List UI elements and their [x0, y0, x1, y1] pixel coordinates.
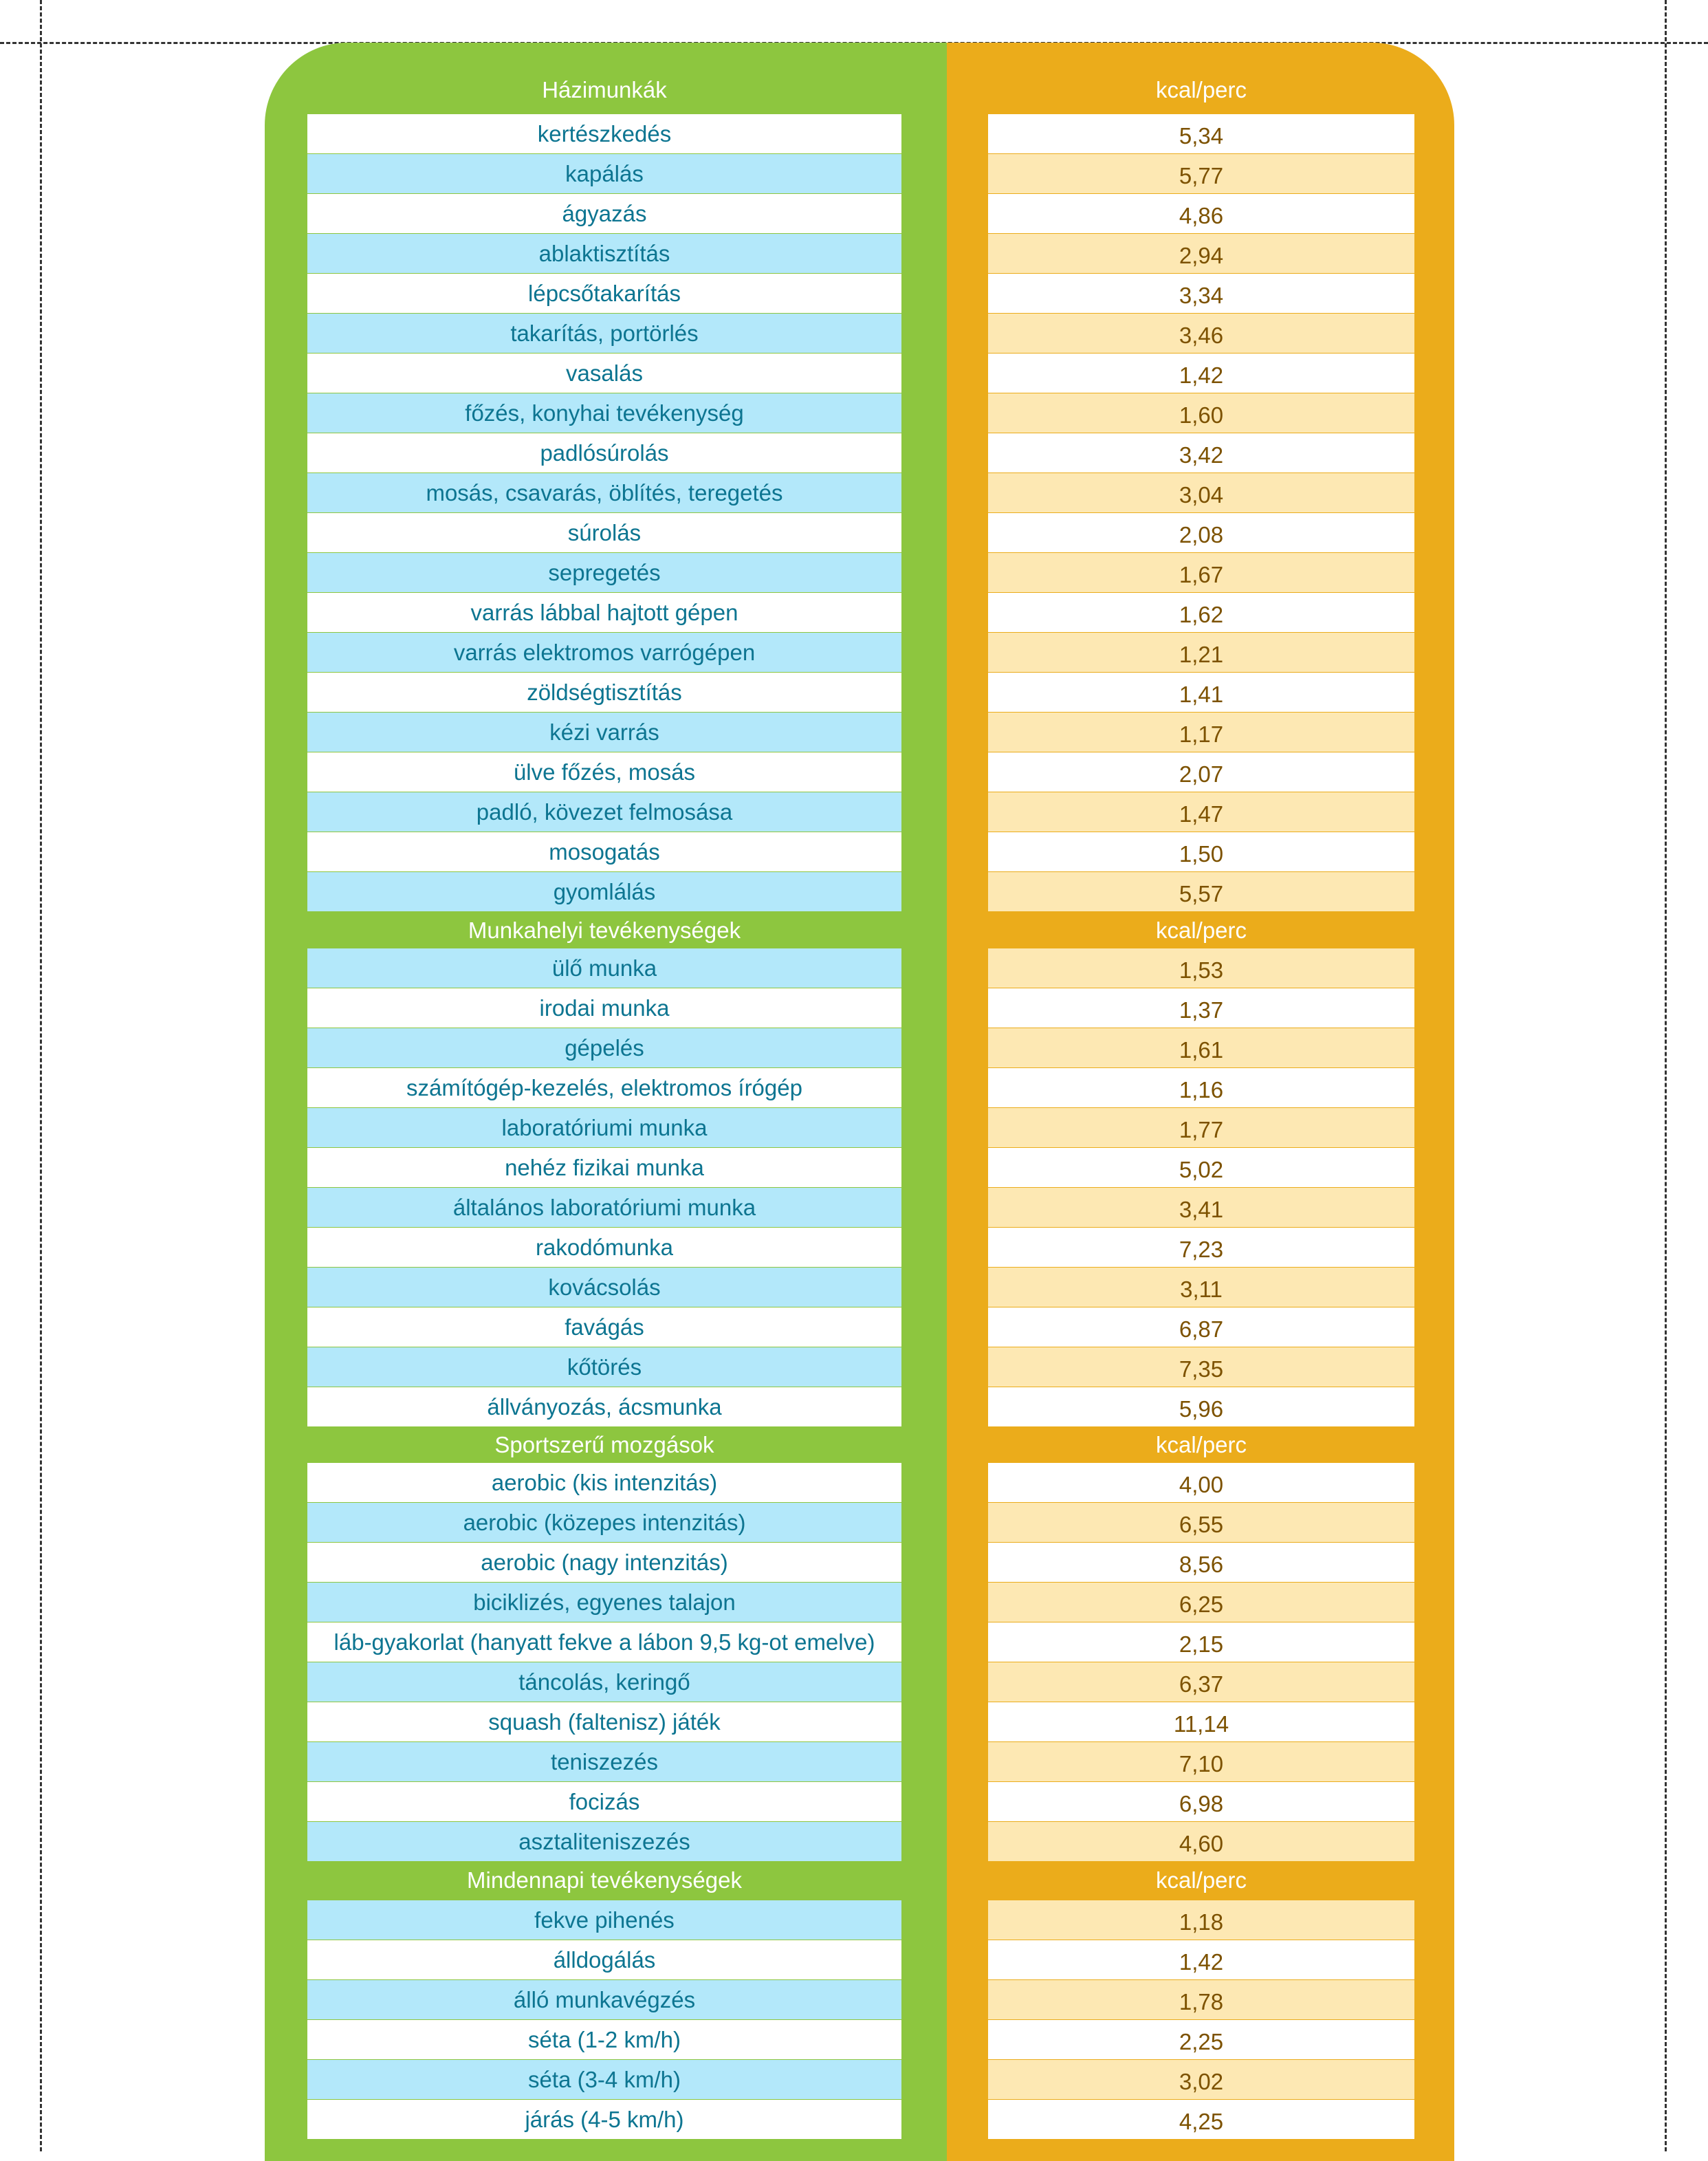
kcal-cell: 1,21	[988, 633, 1414, 672]
kcal-cell: 1,47	[988, 792, 1414, 832]
kcal-cell: 3,34	[988, 274, 1414, 313]
activity-cell: kertészkedés	[307, 114, 901, 153]
activity-cell: számítógép-kezelés, elektromos írógép	[307, 1068, 901, 1107]
activity-cell: mosás, csavarás, öblítés, teregetés	[307, 473, 901, 512]
kcal-cell: 7,23	[988, 1228, 1414, 1267]
kcal-cell: 2,07	[988, 752, 1414, 792]
kcal-cell: 1,60	[988, 393, 1414, 433]
section-header-activity: Sportszerű mozgások	[494, 1432, 714, 1457]
kcal-cell: 1,50	[988, 832, 1414, 871]
activity-cell: padlósúrolás	[307, 433, 901, 473]
activity-cell: álló munkavégzés	[307, 1980, 901, 2019]
kcal-cell: 6,87	[988, 1307, 1414, 1347]
kcal-cell: 5,02	[988, 1148, 1414, 1187]
activity-cell: gyomlálás	[307, 872, 901, 911]
activity-cell: táncolás, keringő	[307, 1662, 901, 1702]
kcal-cell: 7,10	[988, 1742, 1414, 1781]
activity-cell: varrás lábbal hajtott gépen	[307, 593, 901, 632]
kcal-cell: 5,57	[988, 872, 1414, 911]
activity-cell: ülő munka	[307, 948, 901, 988]
activity-cell: focizás	[307, 1782, 901, 1821]
kcal-cell: 5,77	[988, 154, 1414, 193]
kcal-cell: 4,00	[988, 1463, 1414, 1502]
activity-cell: vasalás	[307, 354, 901, 393]
activity-cell: padló, kövezet felmosása	[307, 792, 901, 832]
kcal-cell: 3,46	[988, 314, 1414, 353]
kcal-cell: 3,41	[988, 1188, 1414, 1227]
kcal-cell: 1,37	[988, 988, 1414, 1028]
activity-cell: irodai munka	[307, 988, 901, 1028]
kcal-cell: 1,78	[988, 1980, 1414, 2019]
activity-cell: biciklizés, egyenes talajon	[307, 1583, 901, 1622]
kcal-cell: 1,18	[988, 1900, 1414, 1940]
activity-cell: állványozás, ácsmunka	[307, 1387, 901, 1426]
activity-cell: squash (faltenisz) játék	[307, 1702, 901, 1741]
kcal-cell: 6,37	[988, 1662, 1414, 1702]
activity-cell: kézi varrás	[307, 713, 901, 752]
section-header-unit: kcal/perc	[1155, 917, 1247, 943]
kcal-cell: 8,56	[988, 1543, 1414, 1582]
section-header-activity: Munkahelyi tevékenységek	[468, 917, 741, 943]
activity-cell: teniszezés	[307, 1742, 901, 1781]
activity-cell: laboratóriumi munka	[307, 1108, 901, 1147]
section-header-unit: kcal/perc	[1155, 77, 1247, 102]
activity-cell: asztaliteniszezés	[307, 1822, 901, 1861]
activity-cell: ablaktisztítás	[307, 234, 901, 273]
activity-cell: álldogálás	[307, 1940, 901, 1979]
kcal-cell: 3,02	[988, 2060, 1414, 2099]
activity-cell: rakodómunka	[307, 1228, 901, 1267]
activity-cell: sepregetés	[307, 553, 901, 592]
activity-cell: járás (4-5 km/h)	[307, 2100, 901, 2139]
section-header-activity: Mindennapi tevékenységek	[467, 1867, 742, 1893]
kcal-cell: 4,86	[988, 194, 1414, 233]
kcal-cell: 6,25	[988, 1583, 1414, 1622]
activity-cell: kapálás	[307, 154, 901, 193]
kcal-cell: 1,41	[988, 673, 1414, 712]
kcal-cell: 6,55	[988, 1503, 1414, 1542]
kcal-cell: 3,42	[988, 433, 1414, 473]
kcal-cell: 1,42	[988, 354, 1414, 393]
activity-cell: aerobic (kis intenzitás)	[307, 1463, 901, 1502]
kcal-cell: 1,67	[988, 553, 1414, 592]
kcal-cell: 2,15	[988, 1622, 1414, 1662]
activity-cell: fekve pihenés	[307, 1900, 901, 1940]
activity-cell: főzés, konyhai tevékenység	[307, 393, 901, 433]
activity-cell: mosogatás	[307, 832, 901, 871]
section-header-activity: Házimunkák	[542, 77, 667, 102]
kcal-cell: 1,53	[988, 948, 1414, 988]
activity-cell: nehéz fizikai munka	[307, 1148, 901, 1187]
kcal-cell: 7,35	[988, 1347, 1414, 1387]
kcal-cell: 3,11	[988, 1268, 1414, 1307]
activity-cell: kőtörés	[307, 1347, 901, 1387]
kcal-cell: 1,62	[988, 593, 1414, 632]
activity-cell: takarítás, portörlés	[307, 314, 901, 353]
activity-cell: aerobic (közepes intenzitás)	[307, 1503, 901, 1542]
activity-cell: súrolás	[307, 513, 901, 552]
kcal-cell: 1,17	[988, 713, 1414, 752]
kcal-cell: 5,96	[988, 1387, 1414, 1426]
kcal-cell: 5,34	[988, 114, 1414, 153]
activity-cell: favágás	[307, 1307, 901, 1347]
cut-line-right	[1665, 0, 1667, 2151]
activity-cell: lépcsőtakarítás	[307, 274, 901, 313]
kcal-cell: 1,77	[988, 1108, 1414, 1147]
activity-cell: ülve főzés, mosás	[307, 752, 901, 792]
activity-cell: aerobic (nagy intenzitás)	[307, 1543, 901, 1582]
kcal-cell: 6,98	[988, 1782, 1414, 1821]
activity-cell: kovácsolás	[307, 1268, 901, 1307]
activity-cell: láb-gyakorlat (hanyatt fekve a lábon 9,5 kg-ot emelve)	[307, 1622, 901, 1662]
kcal-cell: 2,08	[988, 513, 1414, 552]
kcal-cell: 1,42	[988, 1940, 1414, 1979]
kcal-cell: 1,16	[988, 1068, 1414, 1107]
kcal-cell: 2,94	[988, 234, 1414, 273]
kcal-cell: 2,25	[988, 2020, 1414, 2059]
cut-line-left	[40, 0, 42, 2151]
activity-cell: séta (3-4 km/h)	[307, 2060, 901, 2099]
activity-cell: varrás elektromos varrógépen	[307, 633, 901, 672]
activity-cell: séta (1-2 km/h)	[307, 2020, 901, 2059]
kcal-cell: 3,04	[988, 473, 1414, 512]
kcal-cell: 4,25	[988, 2100, 1414, 2139]
kcal-cell: 4,60	[988, 1822, 1414, 1861]
section-header-unit: kcal/perc	[1155, 1867, 1247, 1893]
kcal-cell: 11,14	[988, 1702, 1414, 1741]
activity-cell: ágyazás	[307, 194, 901, 233]
section-header-unit: kcal/perc	[1155, 1432, 1247, 1457]
kcal-cell: 1,61	[988, 1028, 1414, 1067]
activity-cell: zöldségtisztítás	[307, 673, 901, 712]
activity-cell: általános laboratóriumi munka	[307, 1188, 901, 1227]
activity-cell: gépelés	[307, 1028, 901, 1067]
